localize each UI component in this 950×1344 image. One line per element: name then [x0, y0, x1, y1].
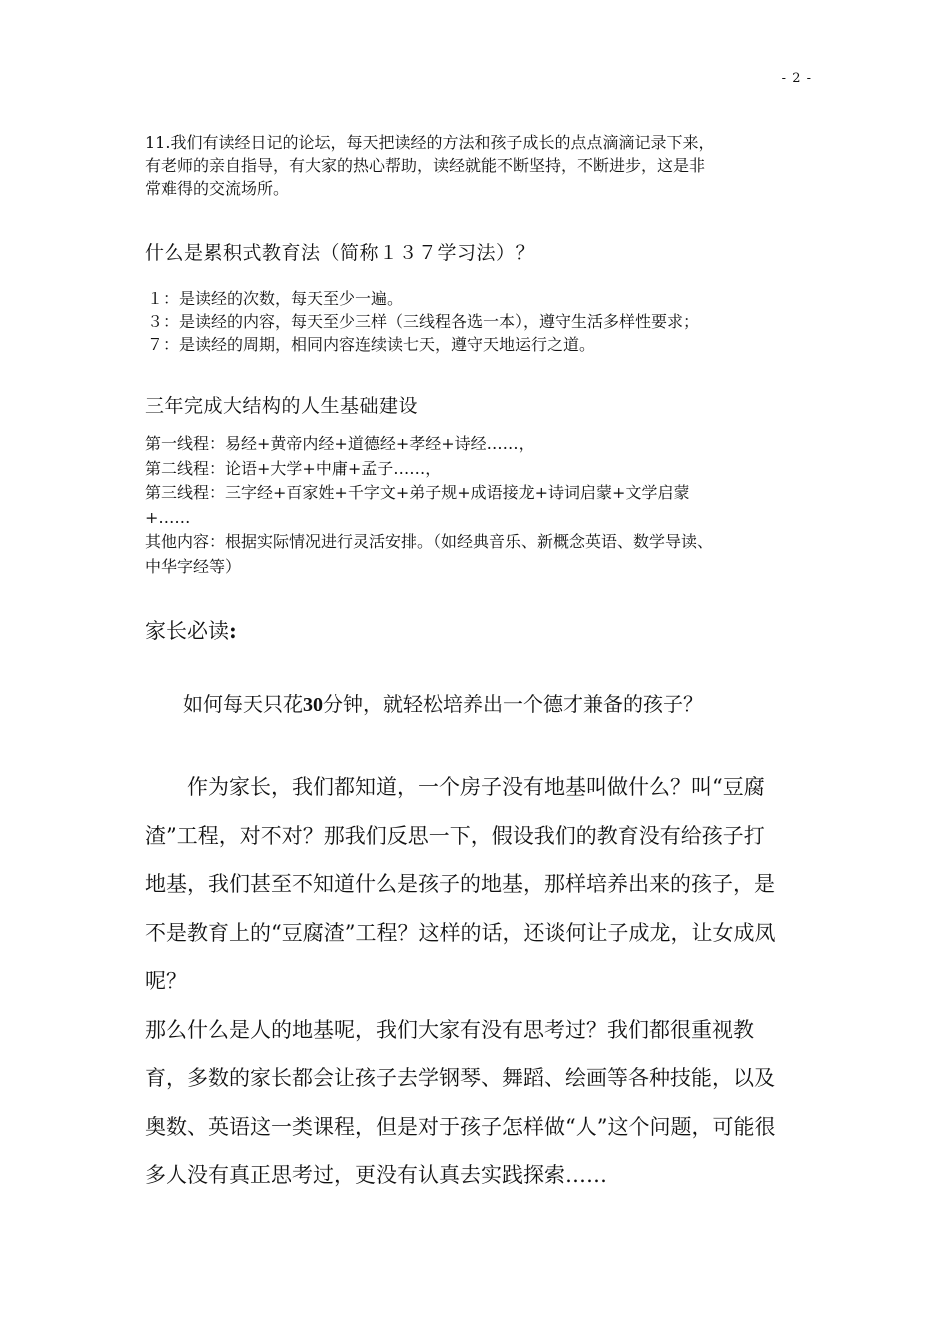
- forum-line: 有老师的亲自指导，有大家的热心帮助，读经就能不断坚持，不断进步，这是非: [145, 156, 706, 175]
- essay-line: 那么什么是人的地基呢，我们大家有没有思考过？我们都很重视教: [145, 1017, 754, 1042]
- essay-line: 育，多数的家长都会让孩子去学钢琴、舞蹈、绘画等各种技能，以及: [145, 1066, 775, 1090]
- essay-line: 呢？: [145, 969, 187, 993]
- page-number: - 2 -: [781, 71, 812, 86]
- thread-line: +……: [145, 507, 191, 527]
- essay-line: 渣”工程，对不对？那我们反思一下，假设我们的教育没有给孩子打: [145, 823, 765, 848]
- forum-line: 常难得的交流场所。: [145, 179, 290, 198]
- thread-line: 其他内容：根据实际情况进行灵活安排。（如经典音乐、新概念英语、数学导读、: [145, 532, 714, 551]
- method-137-heading: 什么是累积式教育法（简称１３７学习法）？: [145, 242, 536, 264]
- parents-must-read-title: [145, 617, 815, 645]
- thread-line: 第一线程：易经+黄帝内经+道德经+孝经+诗经……，: [145, 434, 535, 453]
- three-years-list: [145, 432, 815, 579]
- method-137-item: ７：是读经的周期，相同内容连续读七天，遵守天地运行之道。: [147, 335, 596, 354]
- thread-line: 中华字经等）: [145, 556, 242, 576]
- method-137-item: ３：是读经的内容，每天至少三样（三线程各选一本），遵守生活多样性要求；: [147, 312, 700, 331]
- question-prefix: 如何每天只花: [183, 692, 303, 716]
- essay-line: 不是教育上的“豆腐渣”工程？这样的话，还谈何让子成龙，让女成凤: [145, 920, 776, 945]
- essay-line: 地基，我们甚至不知道什么是孩子的地基，那样培养出来的孩子，是: [145, 872, 775, 896]
- parents-title-text: 家长必读: [145, 619, 229, 643]
- essay-line: 奥数、英语这一类课程，但是对于孩子怎样做“人”这个问题，可能很: [145, 1114, 776, 1139]
- forum-line: 11.我们有读经日记的论坛，每天把读经的方法和孩子成长的点点滴滴记录下来，: [145, 133, 715, 152]
- parents-title-colon: :: [229, 618, 237, 643]
- essay-line: 多人没有真正思考过，更没有认真去实践探索……: [145, 1163, 607, 1187]
- essay-question: [183, 690, 823, 719]
- thread-line: 第二线程：论语+大学+中庸+孟子……，: [145, 458, 442, 478]
- three-years-heading: 三年完成大结构的人生基础建设: [145, 395, 419, 417]
- question-number: 30: [303, 694, 323, 716]
- method-137-item: １：是读经的次数，每天至少一遍。: [147, 289, 404, 308]
- essay-body: [145, 763, 815, 1200]
- thread-line: 第三线程：三字经+百家姓+千字文+弟子规+成语接龙+诗词启蒙+文学启蒙: [145, 483, 690, 502]
- essay-line: 作为家长，我们都知道，一个房子没有地基叫做什么？叫“豆腐: [187, 775, 765, 799]
- method-137-list: [147, 287, 817, 356]
- forum-paragraph: [145, 131, 815, 200]
- question-suffix: 分钟，就轻松培养出一个德才兼备的孩子？: [323, 692, 703, 716]
